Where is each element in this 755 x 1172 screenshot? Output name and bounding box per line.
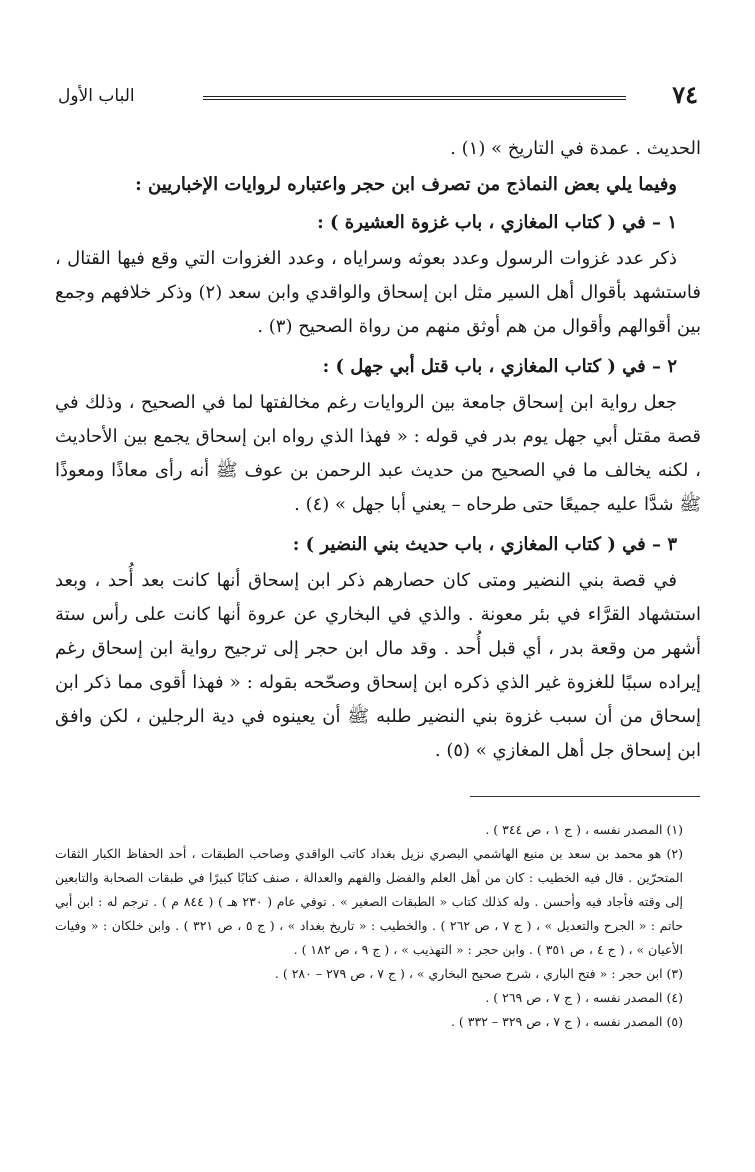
footnotes <box>55 818 701 1034</box>
footnote-1: (١) المصدر نفسه ، ( ج ١ ، ص ٣٤٤ ) . <box>485 822 683 837</box>
chapter-title: الباب الأول <box>58 86 135 106</box>
footnote-3: (٣) ابن حجر : « فتح الباري ، شرح صحيح البخاري » ، ( ج ٧ ، ص ٢٧٩ – ٢٨٠ ) . <box>274 966 683 981</box>
footnote-2: (٢) هو محمد بن سعد بن منيع الهاشمي البصري نزيل بغداد كاتب الواقدي وصاحب الطبقات ، أحد الحفاظ الكبار الثقات المتحرّين . قال فيه الخطيب : كان من أهل العلم والفضل والفهم والعدالة ، صنف كتابًا كبيرًا في طبقات الصحابة والتابعين إلى وقته فأجاد فيه وأحسن . وله كذلك كتاب « الطبقات الصغير » . توفي عام ( ٢٣٠ هـ ) ( ٨٤٤ م ) . ترجم له : ابن أبي حاتم : « الجرح والتعديل » ، ( ج ٧ ، ص ٢٦٢ ) . والخطيب : « تاريخ بغداد » ، ( ج ٥ ، ص ٣٢١ ) . وابن خلكان : « وفيات الأعيان » ، ( ج ٤ ، ص ٣٥١ ) . وابن حجر : « التهذيب » ، ( ج ٩ ، ص ١٨٢ ) . <box>55 846 684 957</box>
footnote-5: (٥) المصدر نفسه ، ( ج ٧ ، ص ٣٢٩ – ٣٣٢ ) . <box>450 1014 683 1029</box>
section-3-text: في قصة بني النضير ومتى كان حصارهم ذكر ابن إسحاق أنها كانت بعد أُحد ، وبعد استشهاد القرَّاء في بئر معونة . والذي في البخاري عن عروة أنها كانت على رأس ستة أشهر من وقعة بدر ، أي قبل أُحد . وقد مال ابن حجر إلى ترجيح رواية ابن إسحاق رغم إيراده سببًا للغزوة غير الذي ذكره ابن إسحاق وصحّحه بقوله : « فهذا أقوى مما ذكر ابن إسحاق من أن سبب غزوة بني النضير طلبه ﷺ أن يعينوه في دية الرجلين ، لكن وافق ابن إسحاق جل أهل المغازي » (٥) . <box>55 570 701 761</box>
section-3 <box>55 526 701 768</box>
section-3-heading: ٣ – في ( كتاب المغازي ، باب حديث بني النضير ) : <box>292 534 677 555</box>
section-1-heading: ١ – في ( كتاب المغازي ، باب غزوة العشيرة ) : <box>317 212 677 233</box>
footnote-4: (٤) المصدر نفسه ، ( ج ٧ ، ص ٢٦٩ ) . <box>485 990 683 1005</box>
section-1-text: ذكر عدد غزوات الرسول وعدد بعوثه وسراياه ، وعدد الغزوات التي وقع فيها القتال ، فاستشهد بأقوال أهل السير مثل ابن إسحاق والواقدي وابن سعد (٢) وذكر خلافهم وجمع بين أقوالهم وأقوال من هم أوثق منهم من رواة الصحيح (٣) . <box>55 248 701 337</box>
section-2 <box>55 348 701 522</box>
page-number: ٧٤ <box>672 80 698 109</box>
footnote-separator <box>470 796 700 797</box>
intro-paragraph: الحديث . عمدة في التاريخ » (١) . <box>450 138 701 159</box>
main-text <box>55 132 701 772</box>
header-rule <box>203 96 626 100</box>
section-2-text: جعل رواية ابن إسحاق جامعة بين الروايات رغم مخالفتها لما في الصحيح ، وذلك في قصة مقتل أبي جهل يوم بدر في قوله : « فهذا الذي رواه ابن إسحاق يجمع بين الأحاديث ، لكنه يخالف ما في الصحيح من حديث عبد الرحمن بن عوف ﷺ أنه رأى معاذًا ومعوذًا ﷺ شدَّا عليه جميعًا حتى طرحاه – يعني أبا جهل » (٤) . <box>55 392 701 515</box>
intro-heading: وفيما يلي بعض النماذج من تصرف ابن حجر واعتباره لروايات الإخباريين : <box>135 174 677 195</box>
section-1 <box>55 204 701 344</box>
section-2-heading: ٢ – في ( كتاب المغازي ، باب قتل أبي جهل ) : <box>322 356 677 377</box>
running-header <box>58 80 698 114</box>
